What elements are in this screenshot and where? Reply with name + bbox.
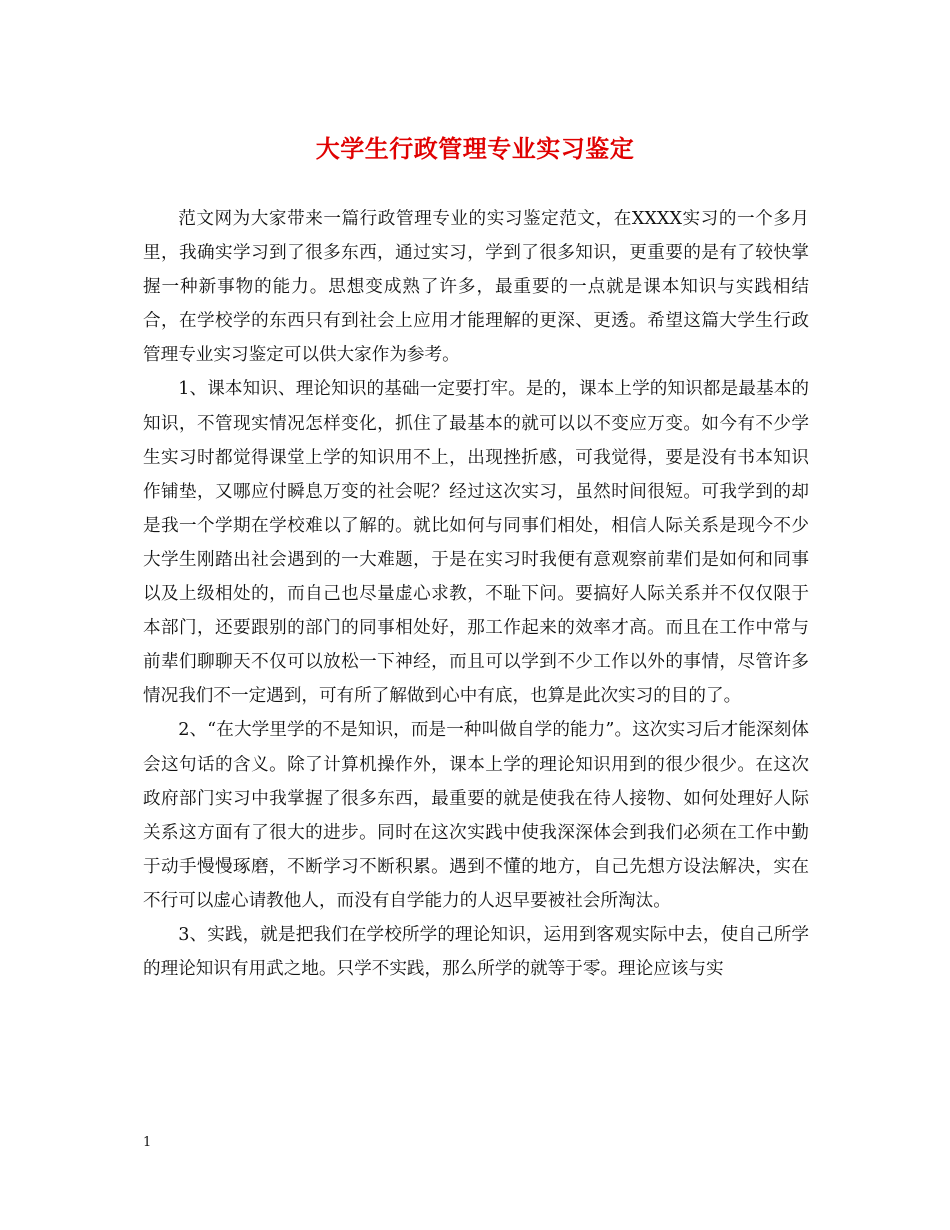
paragraph-intro: 范文网为大家带来一篇行政管理专业的实习鉴定范文，在XXXX实习的一个多月里，我确实学习到了很多东西，通过实习，学到了很多知识，更重要的是有了较快掌握一种新事物的能力。思想变成熟了许多，最重要的一点就是课本知识与实践相结合，在学校学的东西只有到社会上应用才能理解的更深、更透。希望这篇大学生行政管理专业实习鉴定可以供大家作为参考。: [143, 209, 809, 366]
paragraph-point-3: 3、实践，就是把我们在学校所学的理论知识，运用到客观实际中去，使自己所学的理论知识有用武之地。只学不实践，那么所学的就等于零。理论应该与实: [143, 924, 809, 980]
paragraph-point-1: 1、课本知识、理论知识的基础一定要打牢。是的，课本上学的知识都是最基本的知识，不管现实情况怎样变化，抓住了最基本的就可以以不变应万变。如今有不少学生实习时都觉得课堂上学的知识用不上，出现挫折感，可我觉得，要是没有书本知识作铺垫，又哪应付瞬息万变的社会呢？经过这次实习，虽然时间很短。可我学到的却是我一个学期在学校难以了解的。就比如何与同事们相处，相信人际关系是现今不少大学生刚踏出社会遇到的一大难题，于是在实习时我便有意观察前辈们是如何和同事以及上级相处的，而自己也尽量虚心求教，不耻下问。要搞好人际关系并不仅仅限于本部门，还要跟别的部门的同事相处好，那工作起来的效率才高。而且在工作中常与前辈们聊聊天不仅可以放松一下神经，而且可以学到不少工作以外的事情，尽管许多情况我们不一定遇到，可有所了解做到心中有底，也算是此次实习的目的了。: [143, 379, 809, 707]
document-body: [143, 202, 809, 986]
paragraph-point-2: 2、“在大学里学的不是知识，而是一种叫做自学的能力”。这次实习后才能深刻体会这句话的含义。除了计算机操作外，课本上学的理论知识用到的很少很少。在这次政府部门实习中我掌握了很多东西，最重要的就是使我在待人接物、如何处理好人际关系这方面有了很大的进步。同时在这次实践中使我深深体会到我们必须在工作中勤于动手慢慢琢磨，不断学习不断积累。遇到不懂的地方，自己先想方设法解决，实在不行可以虚心请教他人，而没有自学能力的人迟早要被社会所淘汰。: [143, 720, 809, 911]
page-number: 1: [143, 1135, 152, 1150]
document-title: 大学生行政管理专业实习鉴定: [315, 134, 635, 163]
